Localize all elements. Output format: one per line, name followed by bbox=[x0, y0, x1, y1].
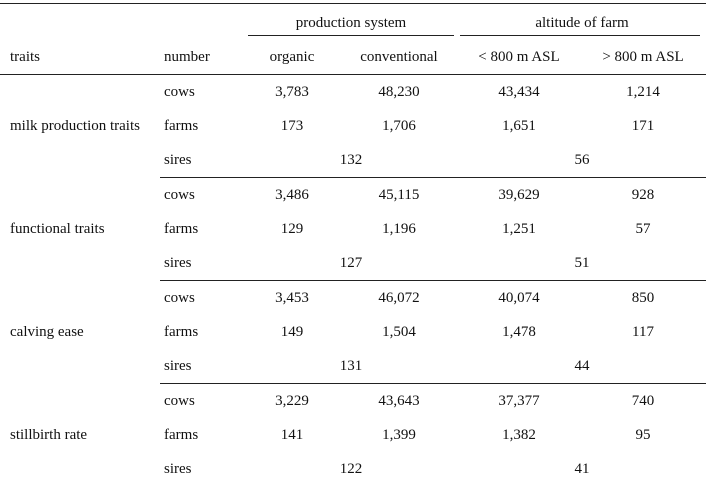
trait-label: stillbirth rate bbox=[0, 384, 160, 486]
cell-high-altitude: 1,214 bbox=[580, 75, 706, 110]
row-label: cows bbox=[160, 178, 244, 213]
cell-high-altitude: 928 bbox=[580, 178, 706, 213]
cell-sires-altitude: 56 bbox=[458, 143, 706, 178]
data-table bbox=[0, 3, 706, 486]
row-label: cows bbox=[160, 384, 244, 419]
cell-conventional: 46,072 bbox=[340, 281, 458, 316]
table-row bbox=[0, 75, 706, 110]
header-organic: organic bbox=[244, 40, 340, 75]
header-row-groups bbox=[0, 4, 706, 41]
cell-low-altitude: 39,629 bbox=[458, 178, 580, 213]
table-row bbox=[0, 384, 706, 419]
header-traits: traits bbox=[0, 40, 160, 75]
header-high-altitude: > 800 m ASL bbox=[580, 40, 706, 75]
cell-organic: 141 bbox=[244, 418, 340, 452]
cell-low-altitude: 43,434 bbox=[458, 75, 580, 110]
cell-organic: 129 bbox=[244, 212, 340, 246]
cell-high-altitude: 850 bbox=[580, 281, 706, 316]
cell-high-altitude: 117 bbox=[580, 315, 706, 349]
cell-low-altitude: 1,478 bbox=[458, 315, 580, 349]
row-label: cows bbox=[160, 281, 244, 316]
cell-conventional: 43,643 bbox=[340, 384, 458, 419]
cell-conventional: 1,399 bbox=[340, 418, 458, 452]
cell-high-altitude: 171 bbox=[580, 109, 706, 143]
row-label: sires bbox=[160, 143, 244, 178]
table-row bbox=[0, 178, 706, 213]
header-altitude-of-farm: altitude of farm bbox=[458, 4, 706, 41]
cell-conventional: 45,115 bbox=[340, 178, 458, 213]
trait-label: functional traits bbox=[0, 178, 160, 281]
cell-high-altitude: 57 bbox=[580, 212, 706, 246]
header-number: number bbox=[160, 40, 244, 75]
row-label: farms bbox=[160, 418, 244, 452]
cell-sires-altitude: 51 bbox=[458, 246, 706, 281]
cell-low-altitude: 1,251 bbox=[458, 212, 580, 246]
cell-sires-production: 127 bbox=[244, 246, 458, 281]
cell-conventional: 1,504 bbox=[340, 315, 458, 349]
cell-high-altitude: 95 bbox=[580, 418, 706, 452]
cell-sires-production: 131 bbox=[244, 349, 458, 384]
row-label: sires bbox=[160, 349, 244, 384]
cell-low-altitude: 1,382 bbox=[458, 418, 580, 452]
cell-sires-production: 132 bbox=[244, 143, 458, 178]
cell-sires-altitude: 44 bbox=[458, 349, 706, 384]
cell-low-altitude: 1,651 bbox=[458, 109, 580, 143]
cell-organic: 149 bbox=[244, 315, 340, 349]
row-label: sires bbox=[160, 246, 244, 281]
cell-sires-production: 122 bbox=[244, 452, 458, 486]
header-low-altitude: < 800 m ASL bbox=[458, 40, 580, 75]
header-production-system: production system bbox=[244, 4, 458, 41]
row-label: farms bbox=[160, 212, 244, 246]
cell-low-altitude: 40,074 bbox=[458, 281, 580, 316]
row-label: sires bbox=[160, 452, 244, 486]
header-conventional: conventional bbox=[340, 40, 458, 75]
header-row-columns bbox=[0, 40, 706, 75]
cell-organic: 3,453 bbox=[244, 281, 340, 316]
cell-conventional: 48,230 bbox=[340, 75, 458, 110]
table-row bbox=[0, 281, 706, 316]
cell-organic: 3,229 bbox=[244, 384, 340, 419]
cell-organic: 3,783 bbox=[244, 75, 340, 110]
cell-sires-altitude: 41 bbox=[458, 452, 706, 486]
cell-conventional: 1,706 bbox=[340, 109, 458, 143]
cell-high-altitude: 740 bbox=[580, 384, 706, 419]
cell-organic: 3,486 bbox=[244, 178, 340, 213]
trait-label: calving ease bbox=[0, 281, 160, 384]
row-label: farms bbox=[160, 109, 244, 143]
row-label: cows bbox=[160, 75, 244, 110]
cell-low-altitude: 37,377 bbox=[458, 384, 580, 419]
row-label: farms bbox=[160, 315, 244, 349]
cell-organic: 173 bbox=[244, 109, 340, 143]
cell-conventional: 1,196 bbox=[340, 212, 458, 246]
trait-label: milk production traits bbox=[0, 75, 160, 178]
